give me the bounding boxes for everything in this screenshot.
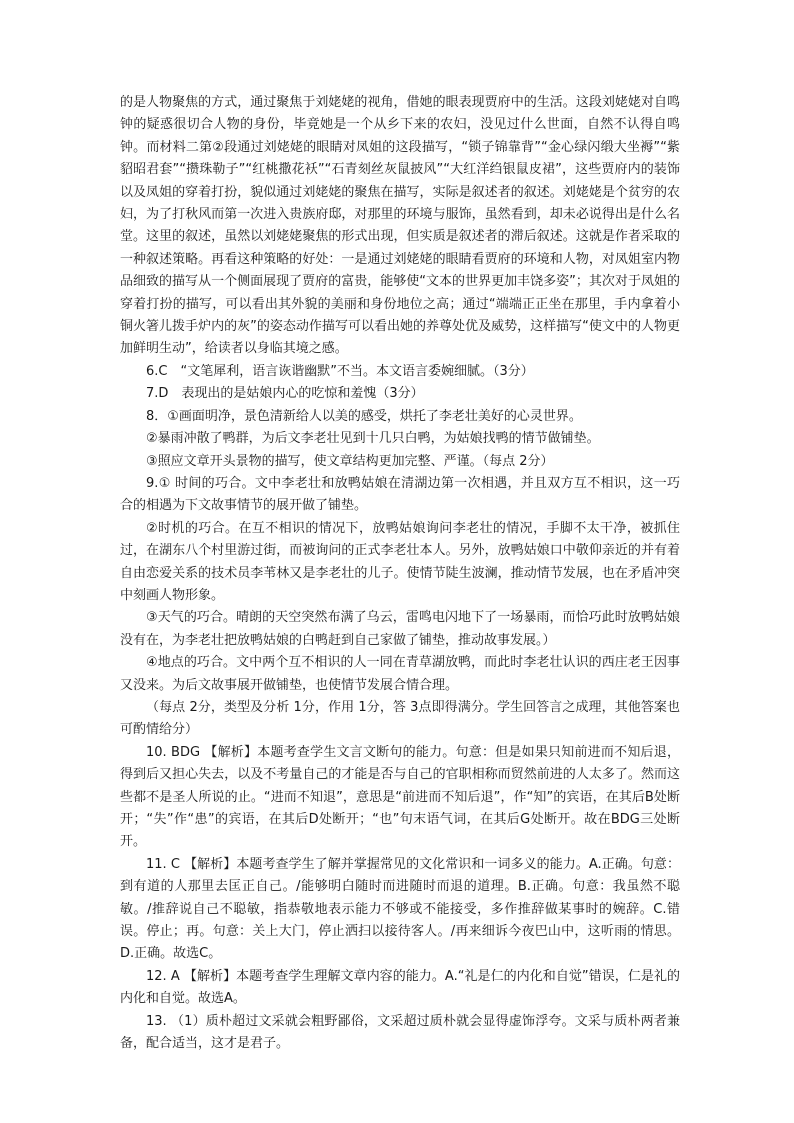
answer-10: 10. BDG 【解析】本题考查学生文言文断句的能力。句意：但是如果只知前进而不知后退，得到后又担心失去，以及不考量自己的才能是否与自己的官职相称而贸然前进的人太多了。然而这些都不是圣人所说的止。“进而不知退”，意思是“前进而不知后退”，作“知”的宾语，在其后B处断开；“失”作“患”的宾语，在其后D处断开；“也”句末语气词，在其后G处断开。故在BDG三处断开。 <box>120 744 680 850</box>
answer-9-scoring-note: （每点 2分，类型及分析 1分，作用 1分，答 3点即得满分。学生回答言之成理，其他答案也可酌情给分） <box>120 699 680 738</box>
answer-6: 6.C “文笔犀利，语言诙谐幽默”不当。本文语言委婉细腻。（3分） <box>146 363 534 379</box>
answer-8-point-3: ③照应文章开头景物的描写，使文章结构更加完整、严谨。（每点 2分） <box>146 453 554 469</box>
analysis-paragraph: 的是人物聚焦的方式，通过聚焦于刘姥姥的视角，借她的眼表现贾府中的生活。这段刘姥姥对自鸣钟的疑惑很切合人物的身份，毕竟她是一个从乡下来的农妇，没见过什么世面，自然不认得自鸣钟。而材料二第②段通过刘姥姥的眼睛对凤姐的这段描写，“锁子锦靠背”“金心绿闪缎大坐褥”“紫貂昭君套”“攒珠勒子”“红桃撒花袄”“石青刻丝灰鼠披风”“大红洋绉银鼠皮裙”，这些贾府内的装饰以及凤姐的穿着打扮，貌似通过刘姥姥的聚焦在描写，实际是叙述者的叙述。刘姥姥是个贫穷的农妇，为了打秋风而第一次进入贵族府邸，对那里的环境与服饰，虽然看到，却未必说得出是什么名堂。这里的叙述，虽然以刘姥姥聚焦的形式出现，但实质是叙述者的滞后叙述。这就是作者采取的一种叙述策略。再看这种策略的好处：一是通过刘姥姥的眼睛看贾府的环境和人物，对凤姐室内物品细致的描写从一个侧面展现了贾府的富贵，能够使“文本的世界更加丰饶多姿”；其次对于凤姐的穿着打扮的描写，可以看出其外貌的美丽和身份地位之高；通过“端端正正坐在那里，手内拿着小铜火箸儿拨手炉内的灰”的姿态动作描写可以看出她的养尊处优及威势，这样描写“使文中的人物更加鲜明生动”，给读者以身临其境之感。 <box>120 95 680 357</box>
answer-9-point-2: ②时机的巧合。在互不相识的情况下，放鸭姑娘询问李老壮的情况，手脚不太干净，被抓住过，在湖东八个村里游过街，而被询问的正式李老壮本人。另外，放鸭姑娘口中敬仰亲近的并有着自由恋爱关系的技术员李苇林又是李老壮的儿子。使情节陡生波澜，推动情节发展，也在矛盾冲突中刻画人物形象。 <box>120 520 680 603</box>
answer-13: 13. （1）质朴超过文采就会粗野鄙俗，文采超过质朴就会显得虚饰浮夸。文采与质朴两者兼备，配合适当，这才是君子。 <box>120 1013 680 1052</box>
answer-8-point-1: 8．①画面明净，景色清新给人以美的感受，烘托了李老壮美好的心灵世界。 <box>146 408 582 424</box>
answer-9-point-3: ③天气的巧合。晴朗的天空突然布满了乌云，雷鸣电闪地下了一场暴雨，而恰巧此时放鸭姑娘没有在，为李老壮把放鸭姑娘的白鸭赶到自己家做了铺垫，推动故事发展。） <box>120 610 680 648</box>
answer-9-point-1: 9.① 时间的巧合。文中李老壮和放鸭姑娘在清湖边第一次相遇，并且双方互不相识，这一巧合的相遇为下文故事情节的展开做了铺垫。 <box>120 475 680 514</box>
answer-7: 7.D 表现出的是姑娘内心的吃惊和羞愧（3分） <box>146 386 424 402</box>
answer-12: 12. A 【解析】本题考查学生理解文章内容的能力。A.“礼是仁的内化和自觉”错误，仁是礼的内化和自觉。故选A。 <box>120 968 680 1007</box>
answer-8-point-2: ②暴雨冲散了鸭群，为后文李老壮见到十几只白鸭，为姑娘找鸭的情节做铺垫。 <box>146 431 600 447</box>
answer-document <box>120 92 680 1055</box>
answer-9-point-4: ④地点的巧合。文中两个互不相识的人一同在青草湖放鸭，而此时李老壮认识的西庄老王因事又没来。为后文故事展开做铺垫，也使情节发展合情合理。 <box>120 655 680 693</box>
answer-11: 11. C 【解析】本题考查学生了解并掌握常见的文化常识和一词多义的能力。A.正确。句意：到有道的人那里去匡正自己。/能够明白随时而进随时而退的道理。B.正确。句意：我虽然不聪敏。/推辞说自己不聪敏，指恭敬地表示能力不够或不能接受，多作推辞做某事时的婉辞。C.错误。停止；再。句意：关上大门，停止洒扫以接待客人。/再来细诉今夜巴山中，这听雨的情思。D.正确。故选C。 <box>120 856 680 962</box>
